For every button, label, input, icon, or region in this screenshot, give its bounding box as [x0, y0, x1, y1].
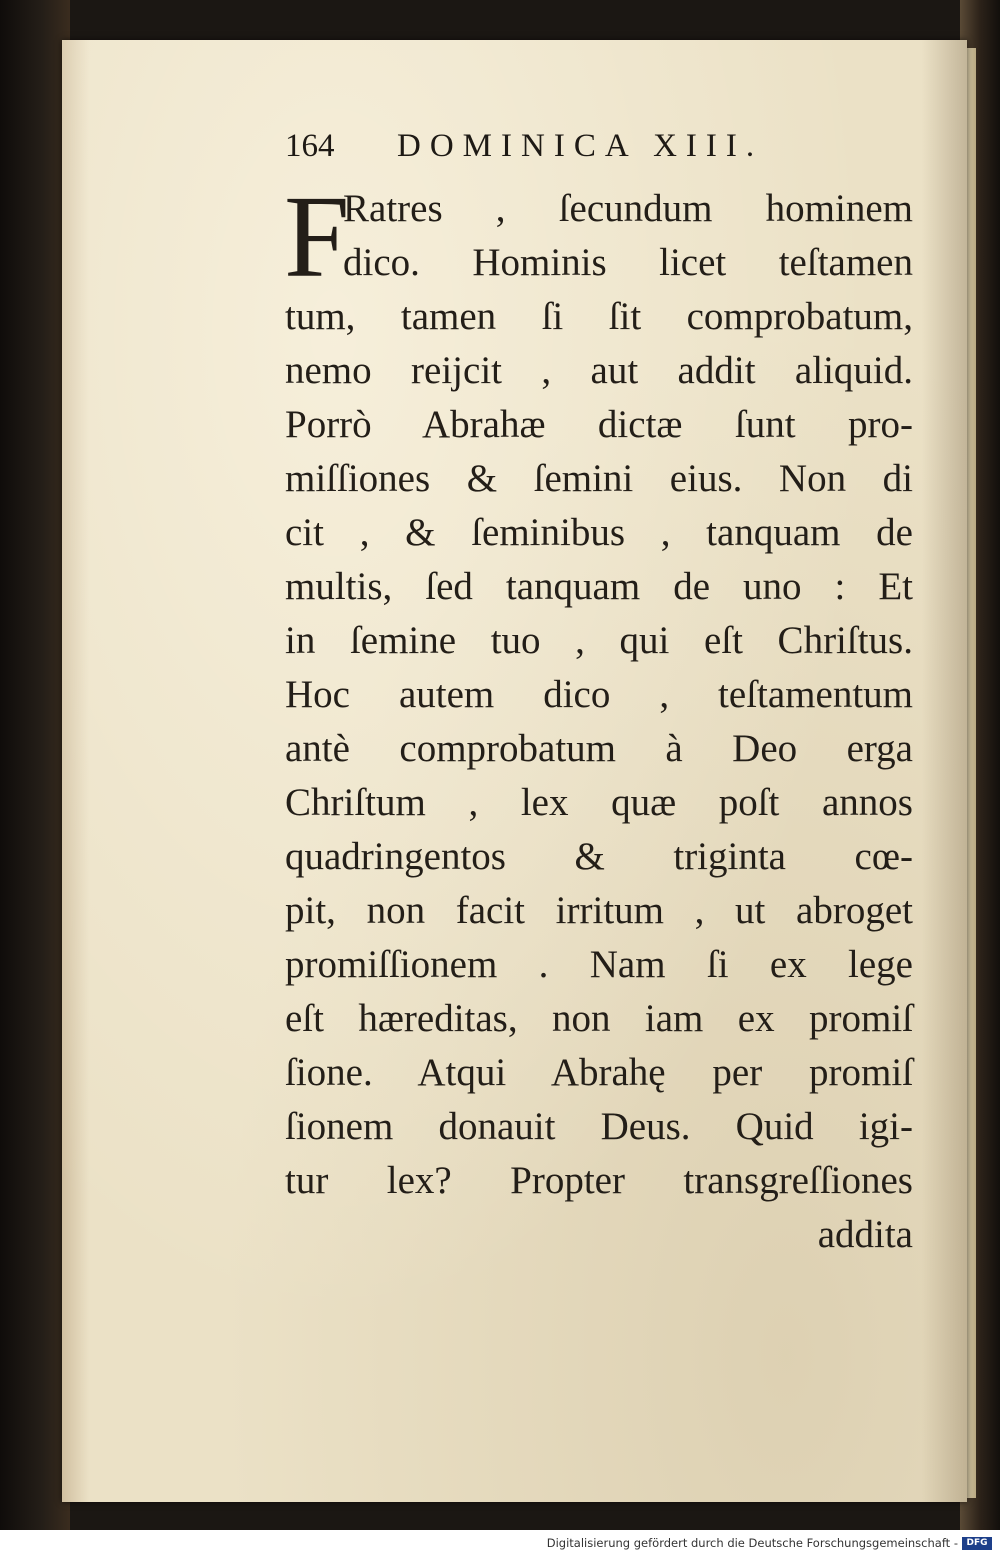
- text-line: eſt hæreditas, non iam ex promiſ: [285, 997, 913, 1040]
- text-line: Chriſtum , lex quæ poſt annos: [285, 781, 913, 824]
- text-line: dico. Hominis licet teſtamen: [343, 241, 913, 284]
- folio-number: 164: [285, 128, 335, 164]
- footer-bar: [0, 1532, 1000, 1555]
- text-line: antè comprobatum à Deo erga: [285, 727, 913, 770]
- text-line: promiſſionem . Nam ſi ex lege: [285, 943, 913, 986]
- dfg-logo-icon: DFG: [962, 1537, 992, 1550]
- text-line: Porrò Abrahæ dictæ ſunt pro-: [285, 403, 913, 446]
- running-title: DOMINICA XIII.: [397, 128, 764, 164]
- text-line: tur lex? Propter transgreſſiones: [285, 1159, 913, 1202]
- binding-left: [0, 0, 70, 1530]
- catchword: addita: [817, 1213, 913, 1256]
- text-line: in ſemine tuo , qui eſt Chriſtus.: [285, 619, 913, 662]
- text-line: miſſiones & ſemini eius. Non di: [285, 457, 913, 500]
- page-edge: [966, 48, 976, 1498]
- text-line: nemo reijcit , aut addit aliquid.: [285, 349, 913, 392]
- text-line: cit , & ſeminibus , tanquam de: [285, 511, 913, 554]
- text-line: quadringentos & triginta cœ-: [285, 835, 913, 878]
- funding-credit: Digitalisierung gefördert durch die Deutsche Forschungsgemeinschaft -: [546, 1536, 958, 1550]
- text-line: Hoc autem dico , teſtamentum: [285, 673, 913, 716]
- text-line: Ratres , ſecundum hominem: [343, 187, 913, 230]
- text-line: ſione. Atqui Abrahę per promiſ: [285, 1051, 913, 1094]
- drop-cap: F: [284, 171, 350, 302]
- page-header: [285, 128, 845, 178]
- text-line: pit, non facit irritum , ut abroget: [285, 889, 913, 932]
- body-text: [284, 171, 913, 1262]
- text-line: tum, tamen ſi ſit comprobatum,: [285, 295, 913, 338]
- text-line: ſionem donauit Deus. Quid igi-: [285, 1105, 913, 1148]
- text-line: multis, ſed tanquam de uno : Et: [285, 565, 913, 608]
